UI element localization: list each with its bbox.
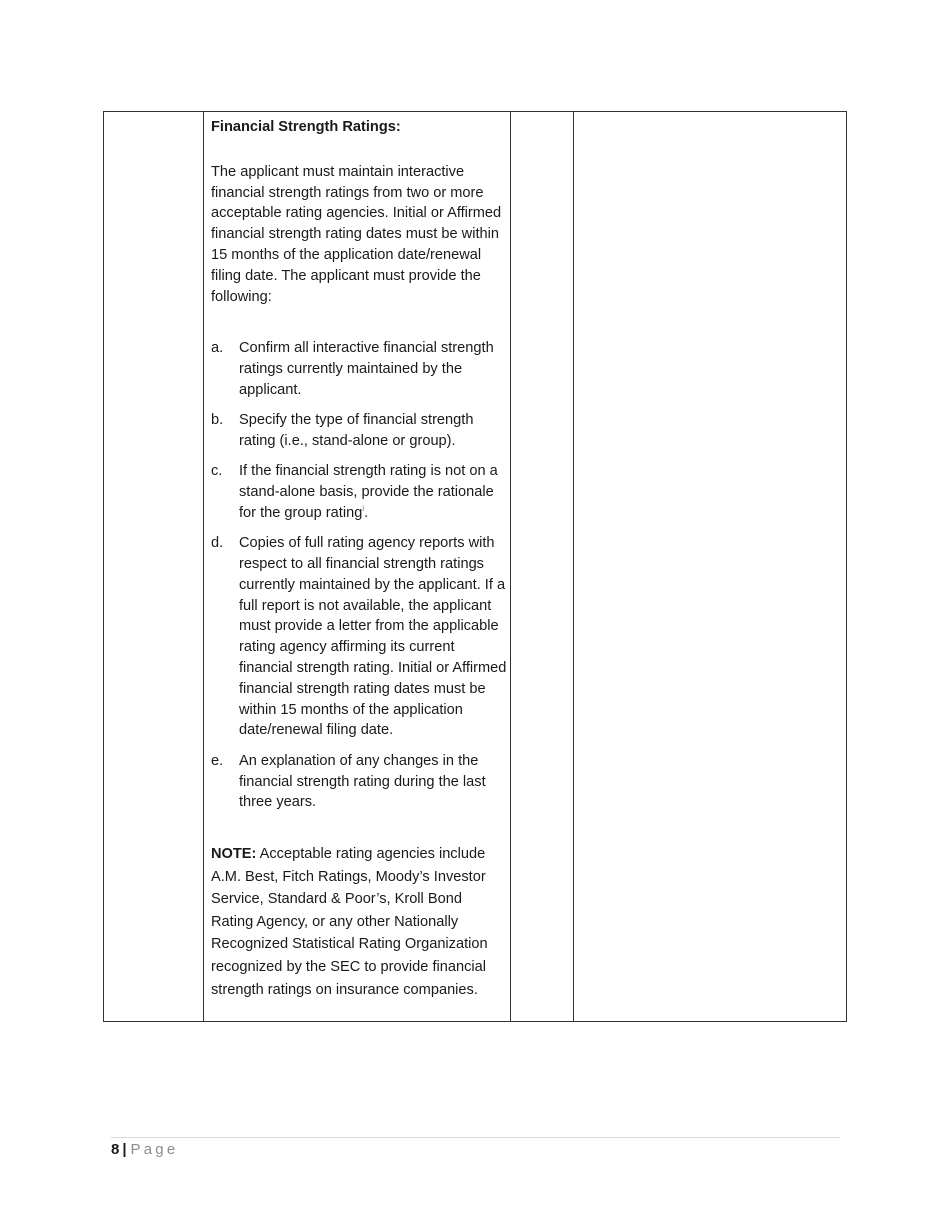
list-item-text: Specify the type of financial strength rating (i.e., stand-alone or group). — [239, 412, 474, 450]
column-divider-2 — [510, 112, 511, 1021]
list-item — [211, 410, 507, 452]
list-item-letter: c. — [211, 463, 223, 480]
list-item-text: Copies of full rating agency reports with respect to all financial strength ratings currently maintained by the applicant. If a full report is not available, the applicant must provide a letter from the applicable rating agency affirming its current financial strength rating. Initial or Affirmed financial strength rating dates must be within 15 months of the application date/renewal filing date. — [239, 535, 507, 739]
list-item — [211, 751, 507, 813]
list-item-letter: e. — [211, 752, 224, 769]
page-footer — [111, 1141, 178, 1159]
note-paragraph — [211, 843, 507, 1001]
footer-divider — [111, 1137, 840, 1138]
list-item-text: If the financial strength rating is not on a stand-alone basis, provide the rationale for the group rating — [239, 463, 498, 521]
list-item — [211, 461, 507, 523]
list-item-letter: b. — [211, 412, 224, 429]
page-number: 8 — [111, 1141, 120, 1158]
requirement-description-cell — [211, 117, 507, 1001]
note-label: NOTE: — [211, 846, 257, 863]
list-item-text: Confirm all interactive financial strength ratings currently maintained by the applicant. — [239, 340, 494, 398]
list-item-end-punctuation: . — [364, 504, 369, 521]
list-item — [211, 338, 507, 400]
requirements-table — [103, 111, 847, 1022]
list-item-text-wrapper — [239, 461, 507, 523]
list-item — [211, 533, 507, 741]
note-text: Acceptable rating agencies include A.M. Best, Fitch Ratings, Moody’s Investor Service, Standard & Poor’s, Kroll Bond Rating Agency, or any other Nationally Recognized Statistical Rating Organization recognized by the SEC to provide financial strength ratings on insurance companies. — [211, 846, 488, 998]
footer-separator: | — [122, 1141, 127, 1158]
intro-paragraph: The applicant must maintain interactive financial strength ratings from two or more acceptable rating agencies. Initial or Affirmed financial strength rating dates must be within 15 months of the application date/renewal filing date. The applicant must provide the following: — [211, 163, 502, 305]
list-item-letter: a. — [211, 340, 224, 357]
page-label: Page — [130, 1141, 179, 1158]
footnote-reference[interactable]: i — [362, 504, 365, 514]
column-divider-3 — [573, 112, 574, 1021]
list-item-text: An explanation of any changes in the financial strength rating during the last three years. — [239, 752, 486, 811]
section-heading: Financial Strength Ratings: — [211, 119, 401, 135]
column-divider-1 — [203, 112, 204, 1021]
requirements-list — [211, 338, 507, 813]
list-item-letter: d. — [211, 535, 224, 552]
